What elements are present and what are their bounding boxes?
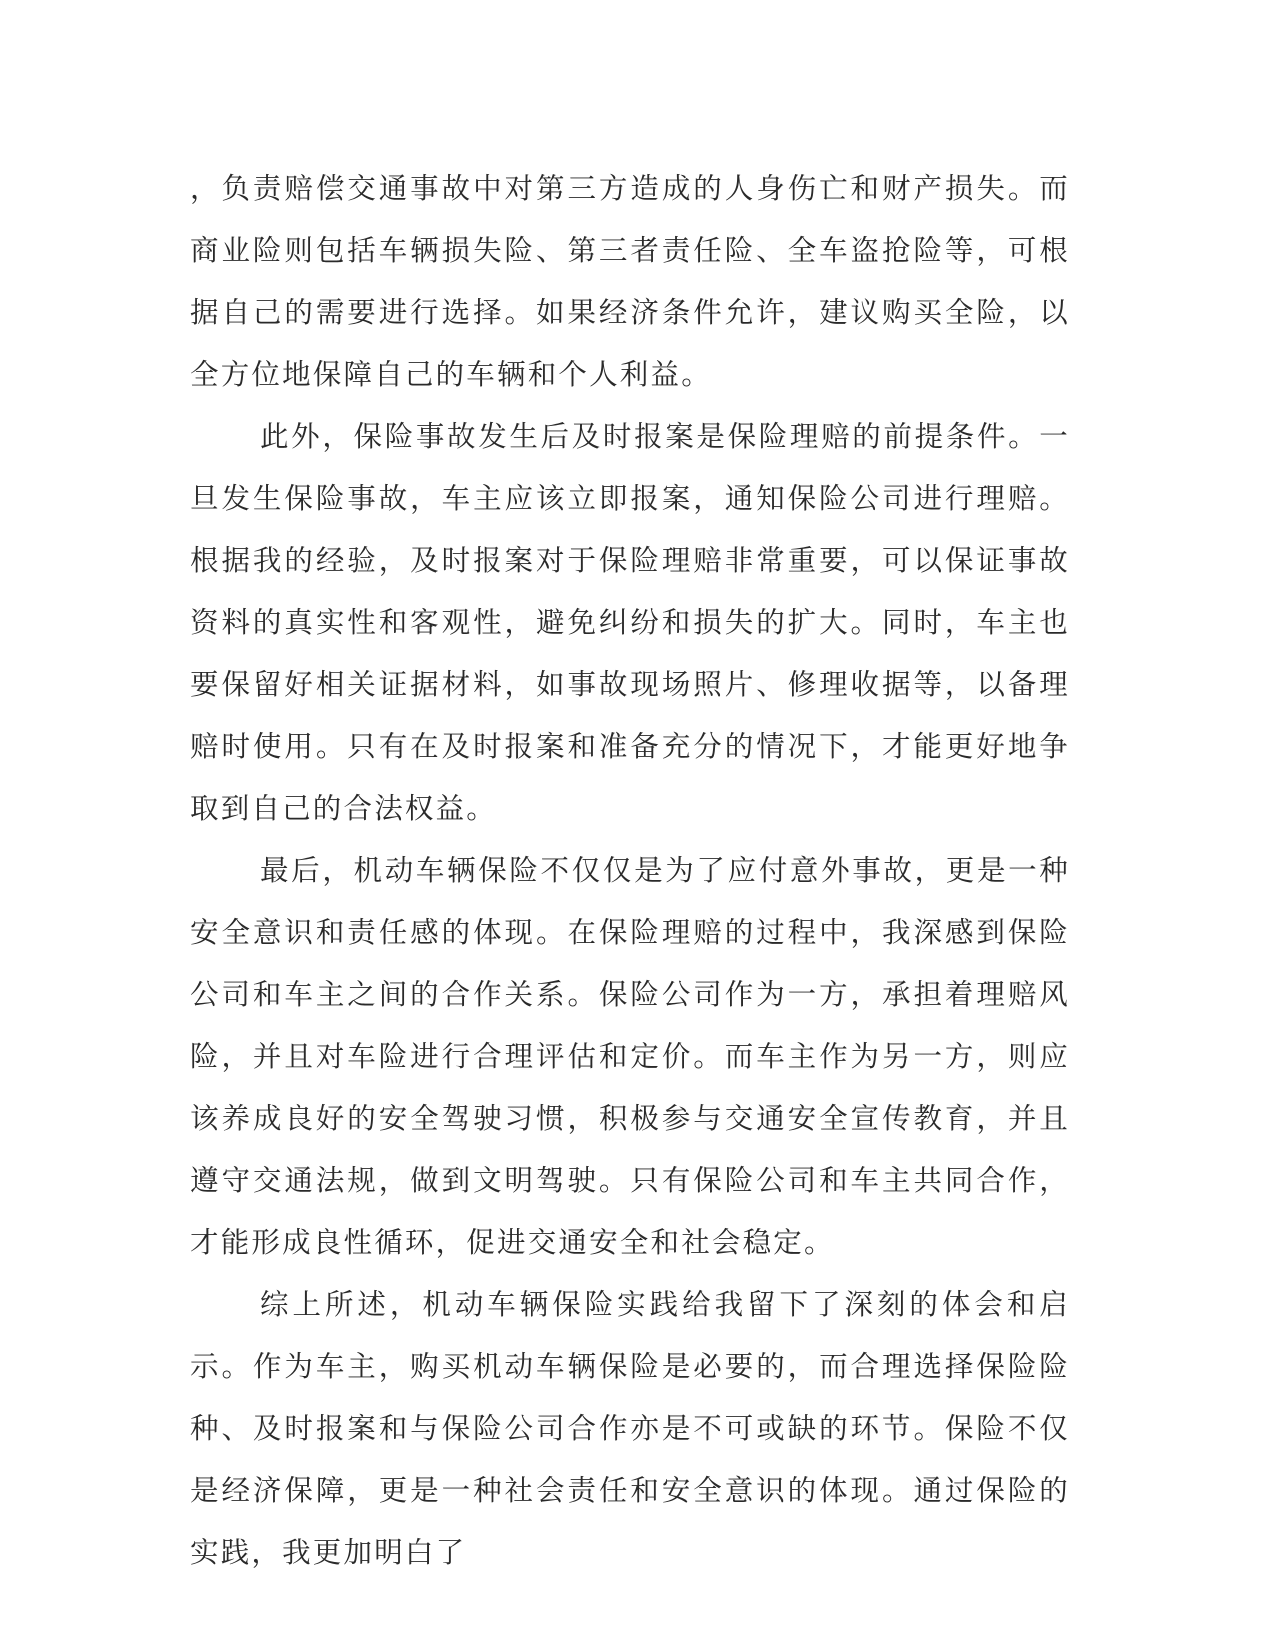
document-body	[190, 158, 1070, 1584]
paragraph-continuation: ，负责赔偿交通事故中对第三方造成的人身伤亡和财产损失。而商业险则包括车辆损失险、第三者责任险、全车盗抢险等，可根据自己的需要进行选择。如果经济条件允许，建议购买全险，以全方位地保障自己的车辆和个人利益。	[190, 172, 1070, 391]
paragraph-safety-awareness: 最后，机动车辆保险不仅仅是为了应付意外事故，更是一种安全意识和责任感的体现。在保险理赔的过程中，我深感到保险公司和车主之间的合作关系。保险公司作为一方，承担着理赔风险，并且对车险进行合理评估和定价。而车主作为另一方，则应该养成良好的安全驾驶习惯，积极参与交通安全宣传教育，并且遵守交通法规，做到文明驾驶。只有保险公司和车主共同合作，才能形成良性循环，促进交通安全和社会稳定。	[190, 854, 1070, 1259]
paragraph-claim-reporting: 此外，保险事故发生后及时报案是保险理赔的前提条件。一旦发生保险事故，车主应该立即报案，通知保险公司进行理赔。根据我的经验，及时报案对于保险理赔非常重要，可以保证事故资料的真实性和客观性，避免纠纷和损失的扩大。同时，车主也要保留好相关证据材料，如事故现场照片、修理收据等，以备理赔时使用。只有在及时报案和准备充分的情况下，才能更好地争取到自己的合法权益。	[190, 420, 1070, 825]
paragraph-conclusion: 综上所述，机动车辆保险实践给我留下了深刻的体会和启示。作为车主，购买机动车辆保险是必要的，而合理选择保险险种、及时报案和与保险公司合作亦是不可或缺的环节。保险不仅是经济保障，更是一种社会责任和安全意识的体现。通过保险的实践，我更加明白了	[190, 1288, 1070, 1569]
